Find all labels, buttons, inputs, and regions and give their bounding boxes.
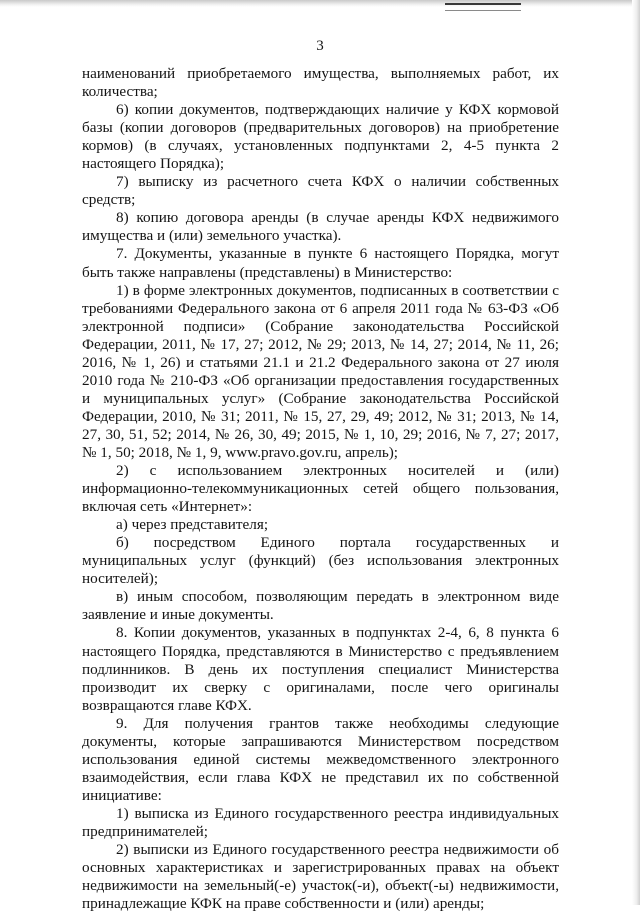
clause-7-item-2b: б) посредством Единого портала государственных и муниципальных услуг (функций) (без использования электронных носителей); [82,534,559,588]
document-body [82,65,559,913]
clause-7: 7. Документы, указанные в пункте 6 настоящего Порядка, могут быть также направлены (представлены) в Министерство: [82,245,559,281]
clause-7-item-2: 2) с использованием электронных носителей и (или) информационно-телекоммуникационных сетей общего пользования, включая сеть «Интернет»: [82,462,559,516]
paragraph-continuation: наименований приобретаемого имущества, выполняемых работ, их количества; [82,65,559,101]
clause-9-item-2: 2) выписки из Единого государственного реестра недвижимости об основных характеристиках и зарегистрированных правах на объект недвижимости на земельный(-е) участок(-и), объект(-ы) недвижимости, принадлежащие КФК на праве собственности и (или) аренды; [82,841,559,913]
clause-7-item-2a: а) через представителя; [116,516,269,534]
scan-edge-right [632,0,640,905]
staple-mark [445,3,521,11]
scan-edge-top [0,0,640,7]
list-item-6: 6) копии документов, подтверждающих наличие у КФХ кормовой базы (копии договоров (предварительных договоров) на приобретение кормов) (в случаях, установленных подпунктами 2, 4-5 пункта 2 настоящего Порядка); [82,101,559,173]
list-item-7: 7) выписку из расчетного счета КФХ о наличии собственных средств; [82,173,559,209]
clause-9: 9. Для получения грантов также необходимы следующие документы, которые запрашиваются Министерством посредством использования единой системы межведомственного электронного взаимодействия, если глава КФХ не представил их по собственной инициативе: [82,714,559,804]
clause-7-item-2c: в) иным способом, позволяющим передать в электронном виде заявление и иные документы. [82,588,559,624]
page-number: 3 [316,38,324,54]
clause-7-item-1: 1) в форме электронных документов, подписанных в соответствии с требованиями Федерального закона от 6 апреля 2011 года № 63-ФЗ «Об электронной подписи» (Собрание законодательства Российской Федерации, 2011, № 17, 27; 2012, № 29; 2013, № 14, 27; 2014, № 11, 26; 2016, № 1, 26) и статьями 21.1 и 21.2 Федерального закона от 27 июля 2010 года № 210-ФЗ «Об организации предоставления государственных и муниципальных услуг» (Собрание законодательства Российской Федерации, 2010, № 31; 2011, № 15, 27, 29, 49; 2012, № 31; 2013, № 14, 27, 30, 51, 52; 2014, № 26, 30, 49; 2015, № 1, 10, 29; 2016, № 7, 27; 2017, № 1, 50; 2018, № 1, 9, www.pravo.gov.ru, апрель); [82,281,559,461]
clause-9-item-1: 1) выписка из Единого государственного реестра индивидуальных предпринимателей; [82,804,559,840]
clause-8: 8. Копии документов, указанных в подпунктах 2-4, 6, 8 пункта 6 настоящего Порядка, представляются в Министерство с предъявлением подлинников. В день их поступления специалист Министерства производит их сверку с оригиналами, после чего оригиналы возвращаются главе КФХ. [82,624,559,714]
list-item-8: 8) копию договора аренды (в случае аренды КФХ недвижимого имущества и (или) земельного участка). [82,209,559,245]
